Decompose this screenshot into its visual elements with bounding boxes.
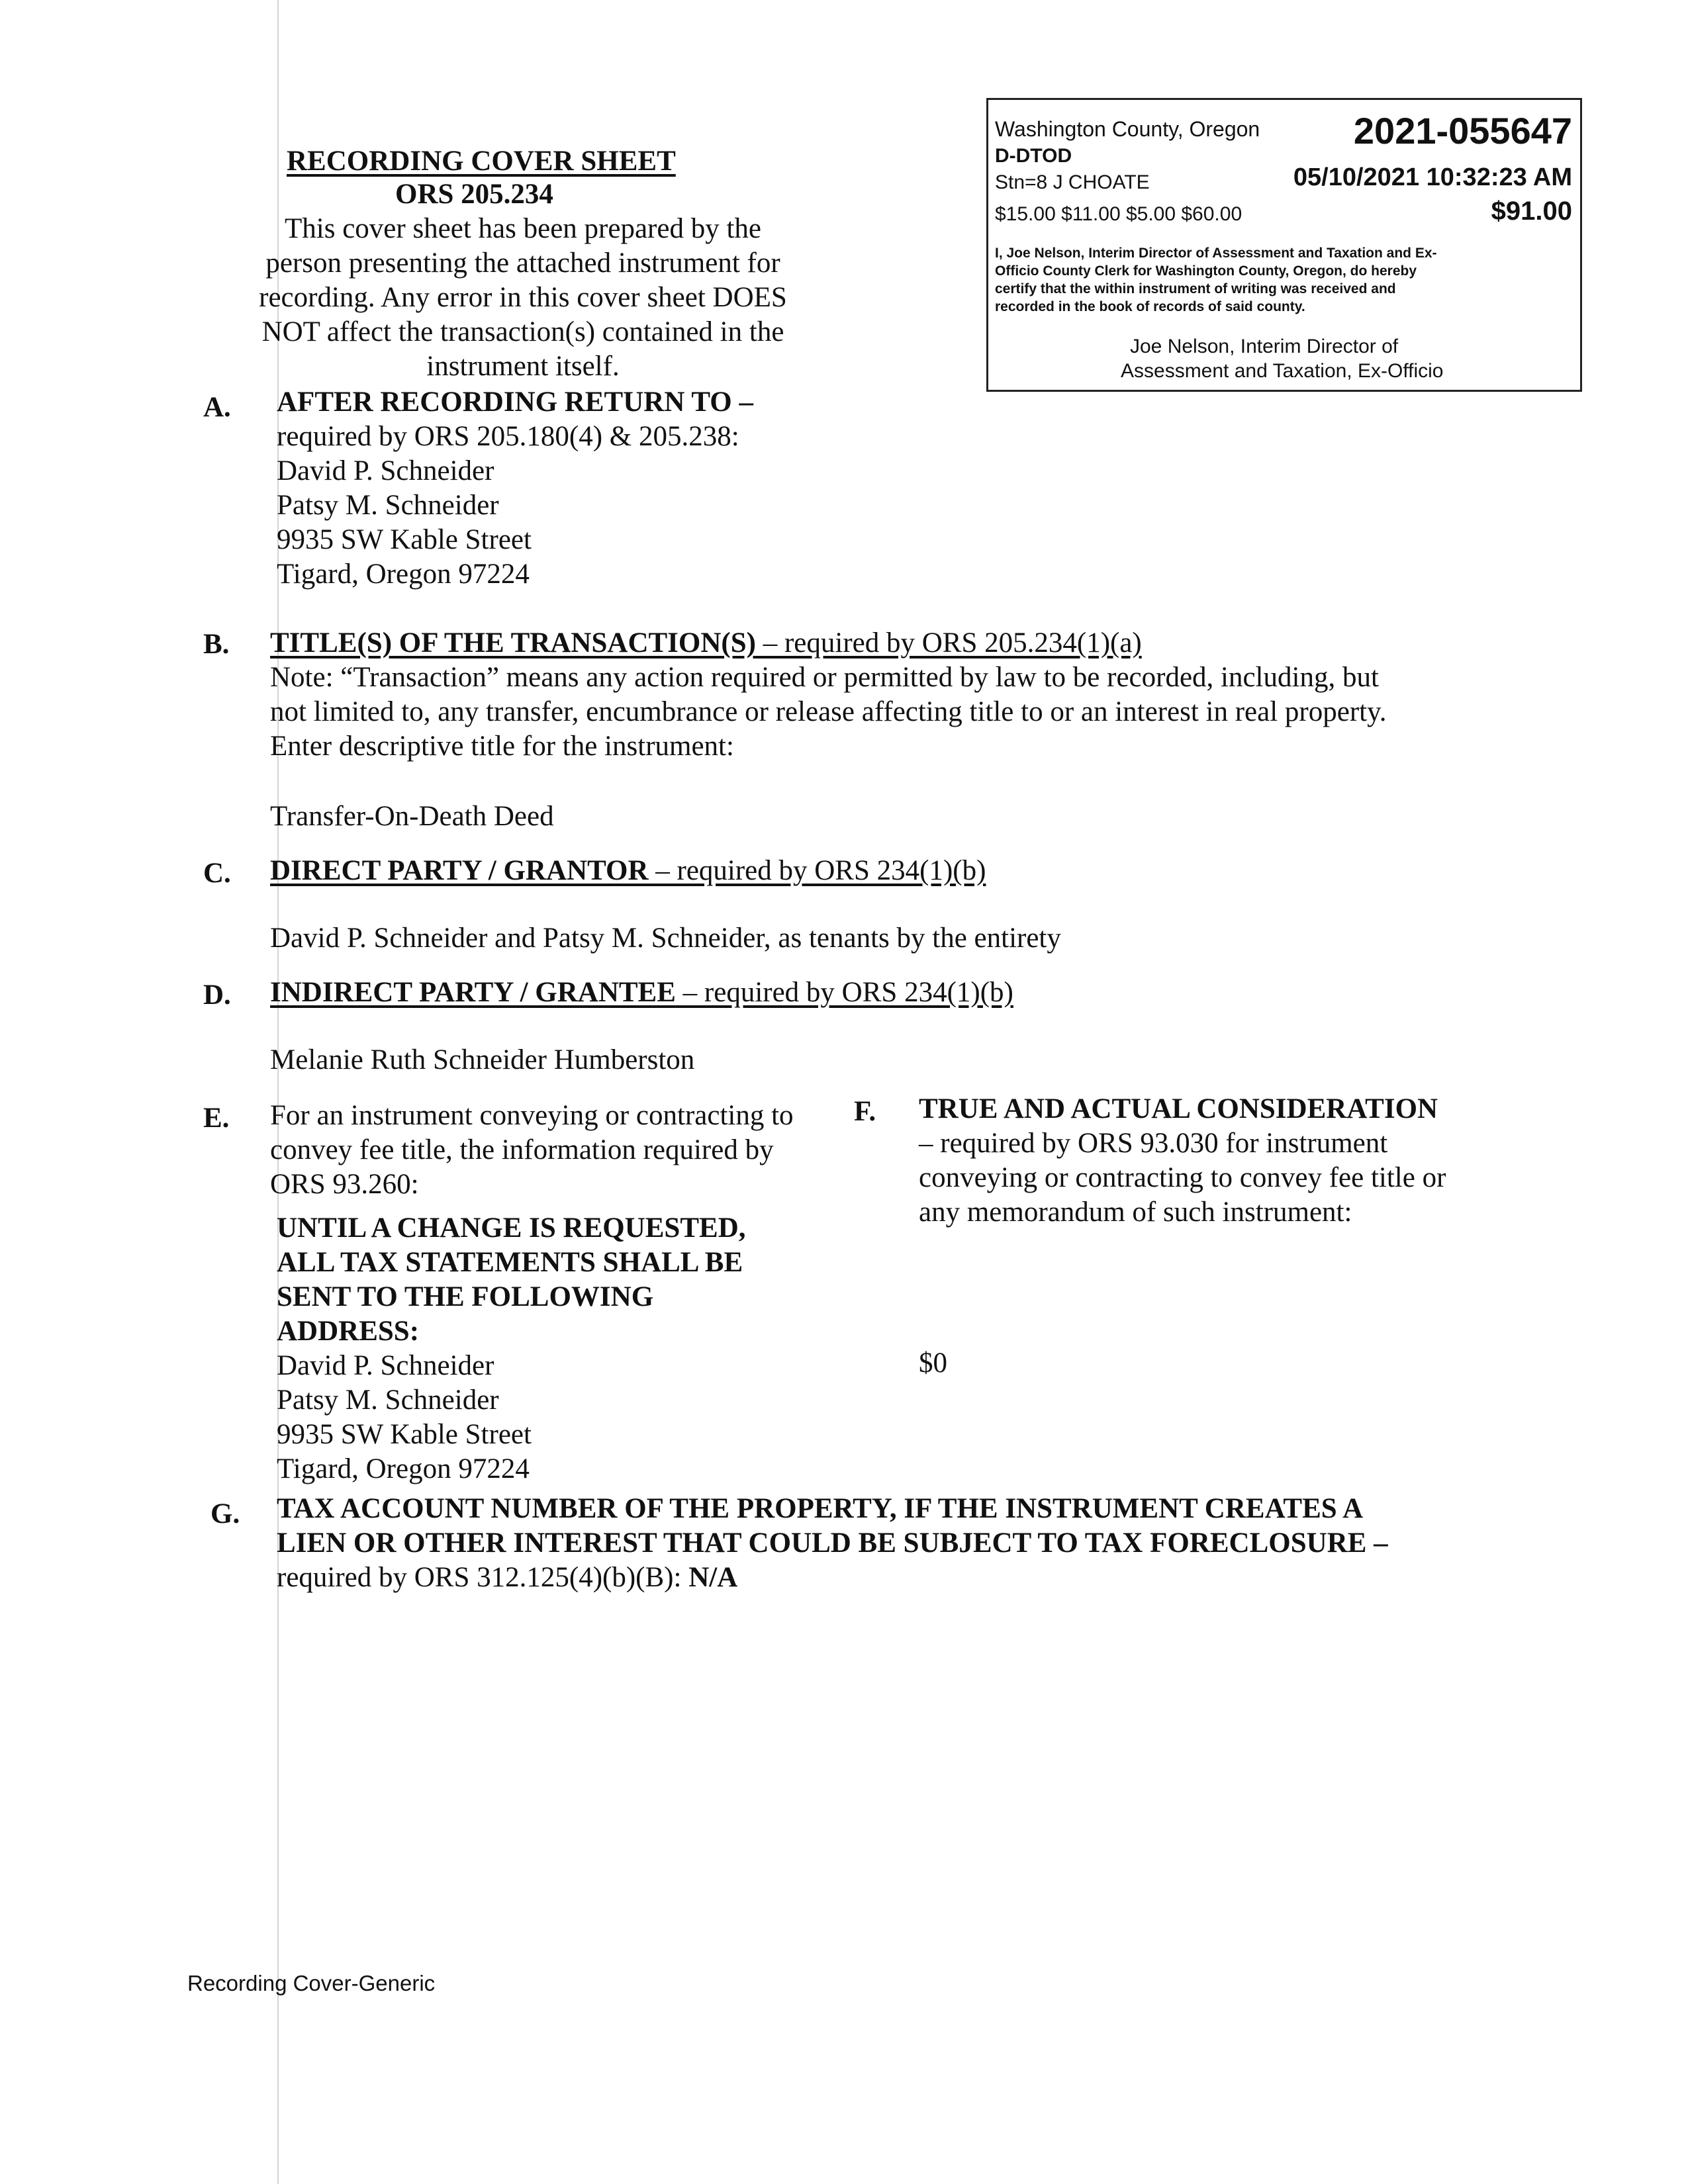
section-f-heading: TRUE AND ACTUAL CONSIDERATION bbox=[919, 1093, 1438, 1124]
return-address bbox=[277, 454, 532, 592]
section-c-header-line bbox=[270, 854, 986, 888]
notice-line: UNTIL A CHANGE IS REQUESTED, bbox=[277, 1212, 746, 1244]
stamp-fees: $15.00 $11.00 $5.00 $60.00 bbox=[995, 203, 1243, 225]
section-e-letter: E. bbox=[203, 1103, 230, 1134]
section-b-requirement: – required by ORS 205.234(1)(a) bbox=[755, 627, 1142, 659]
section-g-requirement-line bbox=[277, 1561, 737, 1595]
notice-line: ALL TAX STATEMENTS SHALL BE bbox=[277, 1247, 743, 1278]
page-title: RECORDING COVER SHEET bbox=[287, 146, 676, 177]
section-b-letter: B. bbox=[203, 629, 230, 660]
section-d-letter: D. bbox=[203, 979, 231, 1011]
section-f-line: any memorandum of such instrument: bbox=[919, 1197, 1352, 1228]
stamp-total: $91.00 bbox=[1491, 197, 1572, 226]
stamp-station: Stn=8 J CHOATE bbox=[995, 171, 1150, 193]
cert-line: Officio County Clerk for Washington County, Oregon, do hereby bbox=[995, 263, 1417, 279]
section-a-letter: A. bbox=[203, 392, 231, 423]
intro-line: This cover sheet has been prepared by the bbox=[285, 213, 761, 244]
grantee-value: Melanie Ruth Schneider Humberston bbox=[270, 1044, 695, 1075]
stamp-signature bbox=[1121, 334, 1443, 383]
address-line: Patsy M. Schneider bbox=[277, 490, 499, 521]
footer-label: Recording Cover-Generic bbox=[187, 1971, 436, 1995]
grantor-value: David P. Schneider and Patsy M. Schneider, as tenants by the entirety bbox=[270, 923, 1061, 954]
section-g-requirement: required by ORS 312.125(4)(b)(B): bbox=[277, 1562, 689, 1593]
stamp-doc-type: D-DTOD bbox=[995, 145, 1072, 167]
section-f-line: – required by ORS 93.030 for instrument bbox=[919, 1128, 1388, 1159]
stamp-county: Washington County, Oregon bbox=[995, 117, 1260, 141]
intro-line: NOT affect the transaction(s) contained in the bbox=[261, 316, 784, 347]
section-c-letter: C. bbox=[203, 858, 231, 889]
address-line: Tigard, Oregon 97224 bbox=[277, 559, 530, 590]
section-g-heading-line: TAX ACCOUNT NUMBER OF THE PROPERTY, IF THE INSTRUMENT CREATES A bbox=[277, 1493, 1364, 1524]
section-e-line: ORS 93.260: bbox=[270, 1169, 419, 1200]
address-line: 9935 SW Kable Street bbox=[277, 1419, 532, 1450]
consideration-value: $0 bbox=[919, 1347, 947, 1379]
address-line: Patsy M. Schneider bbox=[277, 1385, 499, 1416]
note-line: Enter descriptive title for the instrument: bbox=[270, 731, 734, 762]
section-e-line: For an instrument conveying or contracting to bbox=[270, 1100, 794, 1131]
section-g-heading-line: LIEN OR OTHER INTEREST THAT COULD BE SUBJECT TO TAX FORECLOSURE – bbox=[277, 1527, 1388, 1559]
address-line: David P. Schneider bbox=[277, 455, 494, 486]
stamp-certification bbox=[995, 244, 1437, 316]
cert-line: I, Joe Nelson, Interim Director of Assessment and Taxation and Ex- bbox=[995, 246, 1437, 261]
section-c-requirement: – required by ORS 234(1)(b) bbox=[648, 855, 986, 886]
notice-line: ADDRESS: bbox=[277, 1316, 420, 1347]
section-g-heading bbox=[277, 1492, 1388, 1561]
intro-line: recording. Any error in this cover sheet DOES bbox=[259, 282, 787, 313]
section-d-heading: INDIRECT PARTY / GRANTEE bbox=[270, 977, 676, 1008]
address-line: David P. Schneider bbox=[277, 1350, 494, 1381]
intro-line: instrument itself. bbox=[426, 351, 620, 382]
section-e-text bbox=[270, 1099, 794, 1202]
tax-statement-address bbox=[277, 1349, 532, 1486]
section-c-heading: DIRECT PARTY / GRANTOR bbox=[270, 855, 649, 886]
address-line: 9935 SW Kable Street bbox=[277, 524, 532, 555]
tax-statement-notice bbox=[277, 1211, 746, 1349]
section-e-line: convey fee title, the information required by bbox=[270, 1134, 774, 1165]
stamp-datetime: 05/10/2021 10:32:23 AM bbox=[1293, 163, 1572, 191]
section-a-heading: AFTER RECORDING RETURN TO – bbox=[277, 387, 753, 418]
cert-line: certify that the within instrument of writing was received and bbox=[995, 281, 1396, 296]
section-d-header-line bbox=[270, 976, 1013, 1010]
note-line: Note: “Transaction” means any action required or permitted by law to be recorded, including, but bbox=[270, 662, 1379, 693]
section-b-heading: TITLE(S) OF THE TRANSACTION(S) bbox=[270, 627, 756, 659]
intro-line: person presenting the attached instrument for bbox=[265, 248, 780, 279]
intro-text bbox=[192, 212, 854, 384]
sig-line: Assessment and Taxation, Ex-Officio bbox=[1121, 360, 1444, 382]
section-f-text bbox=[919, 1126, 1446, 1230]
notice-line: SENT TO THE FOLLOWING bbox=[277, 1281, 654, 1312]
section-b-note bbox=[270, 660, 1387, 764]
note-line: not limited to, any transfer, encumbrance or release affecting title to or an interest in real property. bbox=[270, 696, 1387, 727]
section-f-line: conveying or contracting to convey fee title or bbox=[919, 1162, 1446, 1193]
section-a-requirement: required by ORS 205.180(4) & 205.238: bbox=[277, 421, 739, 452]
section-b-header-line bbox=[270, 626, 1142, 660]
stamp-doc-number: 2021-055647 bbox=[1353, 110, 1572, 152]
section-f-letter: F. bbox=[854, 1096, 876, 1127]
address-line: Tigard, Oregon 97224 bbox=[277, 1453, 530, 1484]
sig-line: Joe Nelson, Interim Director of bbox=[1130, 336, 1399, 357]
section-d-requirement: – required by ORS 234(1)(b) bbox=[675, 977, 1013, 1008]
tax-account-value: N/A bbox=[688, 1562, 738, 1593]
recording-stamp bbox=[986, 98, 1582, 392]
section-g-letter: G. bbox=[211, 1498, 240, 1529]
transaction-title: Transfer-On-Death Deed bbox=[270, 801, 554, 832]
cert-line: recorded in the book of records of said county. bbox=[995, 299, 1305, 314]
page-subtitle: ORS 205.234 bbox=[395, 179, 553, 210]
